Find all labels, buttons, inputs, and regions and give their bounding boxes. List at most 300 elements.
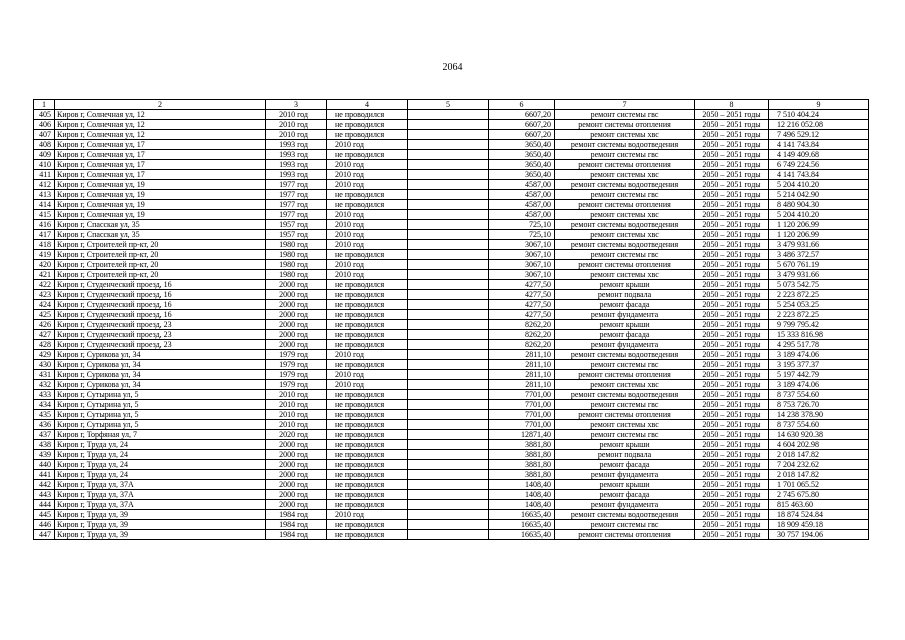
last-repair-year: не проводился — [327, 360, 408, 370]
capital-repair-table — [33, 99, 869, 540]
last-repair-year: не проводился — [327, 130, 408, 140]
repair-period: 2050 – 2051 годы — [695, 240, 769, 250]
repair-period: 2050 – 2051 годы — [695, 380, 769, 390]
row-index: 408 — [34, 140, 55, 150]
cost: 15 333 816.98 — [769, 330, 869, 340]
table-row — [34, 520, 869, 530]
last-repair-year: не проводился — [327, 470, 408, 480]
row-index: 433 — [34, 390, 55, 400]
blank-cell — [408, 310, 489, 320]
blank-cell — [408, 230, 489, 240]
repair-type: ремонт системы гвс — [555, 430, 695, 440]
repair-period: 2050 – 2051 годы — [695, 170, 769, 180]
area: 3067,10 — [489, 240, 555, 250]
area: 2811,10 — [489, 370, 555, 380]
blank-cell — [408, 120, 489, 130]
repair-period: 2050 – 2051 годы — [695, 290, 769, 300]
repair-period: 2050 – 2051 годы — [695, 200, 769, 210]
build-year: 1993 год — [266, 150, 327, 160]
repair-period: 2050 – 2051 годы — [695, 520, 769, 530]
cost: 3 189 474.06 — [769, 380, 869, 390]
row-index: 412 — [34, 180, 55, 190]
last-repair-year: 2010 год — [327, 160, 408, 170]
build-year: 1977 год — [266, 200, 327, 210]
address: Киров г, Солнечная ул, 17 — [55, 140, 266, 150]
area: 1408,40 — [489, 480, 555, 490]
table-row — [34, 490, 869, 500]
column-number: 4 — [327, 100, 408, 110]
build-year: 2000 год — [266, 470, 327, 480]
blank-cell — [408, 200, 489, 210]
area: 8262,20 — [489, 340, 555, 350]
repair-type: ремонт крыши — [555, 280, 695, 290]
cost: 5 254 053.25 — [769, 300, 869, 310]
last-repair-year: не проводился — [327, 530, 408, 540]
repair-type: ремонт системы водоотведения — [555, 510, 695, 520]
build-year: 2010 год — [266, 410, 327, 420]
area: 3067,10 — [489, 260, 555, 270]
cost: 8 753 726.70 — [769, 400, 869, 410]
last-repair-year: не проводился — [327, 420, 408, 430]
address: Киров г, Сутырина ул, 5 — [55, 420, 266, 430]
area: 4587,00 — [489, 210, 555, 220]
table-row — [34, 110, 869, 120]
table-row — [34, 480, 869, 490]
row-index: 407 — [34, 130, 55, 140]
repair-period: 2050 – 2051 годы — [695, 400, 769, 410]
row-index: 436 — [34, 420, 55, 430]
repair-period: 2050 – 2051 годы — [695, 480, 769, 490]
build-year: 2010 год — [266, 420, 327, 430]
build-year: 1980 год — [266, 250, 327, 260]
blank-cell — [408, 240, 489, 250]
table-row — [34, 310, 869, 320]
repair-period: 2050 – 2051 годы — [695, 230, 769, 240]
last-repair-year: не проводился — [327, 120, 408, 130]
blank-cell — [408, 140, 489, 150]
area: 3881,80 — [489, 450, 555, 460]
row-index: 432 — [34, 380, 55, 390]
blank-cell — [408, 170, 489, 180]
last-repair-year: 2010 год — [327, 180, 408, 190]
repair-type: ремонт фундамента — [555, 470, 695, 480]
build-year: 1979 год — [266, 380, 327, 390]
cost: 14 630 920.38 — [769, 430, 869, 440]
address: Киров г, Сутырина ул, 5 — [55, 390, 266, 400]
build-year: 1993 год — [266, 160, 327, 170]
last-repair-year: 2010 год — [327, 270, 408, 280]
blank-cell — [408, 150, 489, 160]
area: 2811,10 — [489, 360, 555, 370]
address: Киров г, Солнечная ул, 19 — [55, 210, 266, 220]
repair-period: 2050 – 2051 годы — [695, 510, 769, 520]
cost: 5 197 442.79 — [769, 370, 869, 380]
repair-period: 2050 – 2051 годы — [695, 450, 769, 460]
blank-cell — [408, 410, 489, 420]
table-row — [34, 170, 869, 180]
last-repair-year: 2010 год — [327, 240, 408, 250]
cost: 4 604 202.98 — [769, 440, 869, 450]
address: Киров г, Студенческий проезд, 23 — [55, 320, 266, 330]
last-repair-year: не проводился — [327, 520, 408, 530]
repair-period: 2050 – 2051 годы — [695, 220, 769, 230]
last-repair-year: не проводился — [327, 400, 408, 410]
repair-period: 2050 – 2051 годы — [695, 150, 769, 160]
blank-cell — [408, 480, 489, 490]
table-row — [34, 260, 869, 270]
address: Киров г, Солнечная ул, 19 — [55, 190, 266, 200]
cost: 4 141 743.84 — [769, 140, 869, 150]
last-repair-year: не проводился — [327, 200, 408, 210]
build-year: 2020 год — [266, 430, 327, 440]
repair-type: ремонт системы водоотведения — [555, 240, 695, 250]
blank-cell — [408, 500, 489, 510]
last-repair-year: 2010 год — [327, 230, 408, 240]
area: 6607,20 — [489, 130, 555, 140]
blank-cell — [408, 450, 489, 460]
repair-period: 2050 – 2051 годы — [695, 280, 769, 290]
blank-cell — [408, 510, 489, 520]
build-year: 2000 год — [266, 300, 327, 310]
row-index: 442 — [34, 480, 55, 490]
area: 4277,50 — [489, 300, 555, 310]
area: 1408,40 — [489, 490, 555, 500]
column-number: 5 — [408, 100, 489, 110]
address: Киров г, Спасская ул, 35 — [55, 230, 266, 240]
area: 3881,80 — [489, 460, 555, 470]
build-year: 1984 год — [266, 530, 327, 540]
address: Киров г, Труда ул, 24 — [55, 450, 266, 460]
cost: 14 238 378.90 — [769, 410, 869, 420]
last-repair-year: 2010 год — [327, 220, 408, 230]
table-row — [34, 360, 869, 370]
build-year: 2000 год — [266, 330, 327, 340]
area: 1408,40 — [489, 500, 555, 510]
row-index: 437 — [34, 430, 55, 440]
build-year: 1993 год — [266, 170, 327, 180]
column-number: 3 — [266, 100, 327, 110]
build-year: 2000 год — [266, 480, 327, 490]
build-year: 1957 год — [266, 230, 327, 240]
area: 16635,40 — [489, 510, 555, 520]
repair-period: 2050 – 2051 годы — [695, 370, 769, 380]
address: Киров г, Труда ул, 37А — [55, 500, 266, 510]
repair-type: ремонт системы гвс — [555, 110, 695, 120]
last-repair-year: не проводился — [327, 410, 408, 420]
repair-period: 2050 – 2051 годы — [695, 340, 769, 350]
cost: 4 141 743.84 — [769, 170, 869, 180]
repair-type: ремонт системы гвс — [555, 190, 695, 200]
address: Киров г, Труда ул, 39 — [55, 520, 266, 530]
blank-cell — [408, 260, 489, 270]
table-row — [34, 330, 869, 340]
cost: 5 214 042.90 — [769, 190, 869, 200]
repair-type: ремонт фасада — [555, 330, 695, 340]
area: 4277,50 — [489, 310, 555, 320]
table-row — [34, 290, 869, 300]
table-row — [34, 370, 869, 380]
build-year: 2010 год — [266, 390, 327, 400]
address: Киров г, Солнечная ул, 12 — [55, 110, 266, 120]
cost: 3 479 931.66 — [769, 270, 869, 280]
table-row — [34, 270, 869, 280]
build-year: 1977 год — [266, 190, 327, 200]
build-year: 2010 год — [266, 120, 327, 130]
last-repair-year: не проводился — [327, 460, 408, 470]
cost: 8 480 904.30 — [769, 200, 869, 210]
table-row — [34, 240, 869, 250]
table-row — [34, 250, 869, 260]
last-repair-year: 2010 год — [327, 380, 408, 390]
repair-type: ремонт системы водоотведения — [555, 140, 695, 150]
last-repair-year: не проводился — [327, 340, 408, 350]
blank-cell — [408, 320, 489, 330]
cost: 3 195 377.37 — [769, 360, 869, 370]
cost: 8 737 554.60 — [769, 390, 869, 400]
row-index: 422 — [34, 280, 55, 290]
repair-type: ремонт системы водоотведения — [555, 180, 695, 190]
blank-cell — [408, 530, 489, 540]
cost: 3 486 372.57 — [769, 250, 869, 260]
address: Киров г, Студенческий проезд, 23 — [55, 340, 266, 350]
address: Киров г, Солнечная ул, 17 — [55, 170, 266, 180]
last-repair-year: не проводился — [327, 390, 408, 400]
table-row — [34, 340, 869, 350]
table-row — [34, 530, 869, 540]
cost: 5 204 410.20 — [769, 180, 869, 190]
blank-cell — [408, 110, 489, 120]
table-row — [34, 210, 869, 220]
row-index: 423 — [34, 290, 55, 300]
table-row — [34, 500, 869, 510]
row-index: 418 — [34, 240, 55, 250]
cost: 9 799 795.42 — [769, 320, 869, 330]
repair-period: 2050 – 2051 годы — [695, 500, 769, 510]
repair-type: ремонт фундамента — [555, 500, 695, 510]
cost: 4 295 517.78 — [769, 340, 869, 350]
last-repair-year: не проводился — [327, 500, 408, 510]
column-number: 1 — [34, 100, 55, 110]
address: Киров г, Солнечная ул, 17 — [55, 150, 266, 160]
row-index: 446 — [34, 520, 55, 530]
area: 4277,50 — [489, 290, 555, 300]
build-year: 1980 год — [266, 260, 327, 270]
row-index: 425 — [34, 310, 55, 320]
area: 7701,00 — [489, 420, 555, 430]
repair-type: ремонт системы хвс — [555, 420, 695, 430]
cost: 1 120 206.99 — [769, 220, 869, 230]
address: Киров г, Солнечная ул, 19 — [55, 180, 266, 190]
table-row — [34, 440, 869, 450]
address: Киров г, Труда ул, 24 — [55, 460, 266, 470]
blank-cell — [408, 190, 489, 200]
repair-period: 2050 – 2051 годы — [695, 210, 769, 220]
table-row — [34, 430, 869, 440]
area: 8262,20 — [489, 330, 555, 340]
row-index: 411 — [34, 170, 55, 180]
table-row — [34, 150, 869, 160]
address: Киров г, Торфяная ул, 7 — [55, 430, 266, 440]
address: Киров г, Строителей пр-кт, 20 — [55, 250, 266, 260]
cost: 2 223 872.25 — [769, 290, 869, 300]
row-index: 447 — [34, 530, 55, 540]
build-year: 2010 год — [266, 400, 327, 410]
repair-type: ремонт системы хвс — [555, 210, 695, 220]
repair-period: 2050 – 2051 годы — [695, 530, 769, 540]
repair-period: 2050 – 2051 годы — [695, 440, 769, 450]
row-index: 421 — [34, 270, 55, 280]
area: 16635,40 — [489, 530, 555, 540]
blank-cell — [408, 520, 489, 530]
table-row — [34, 190, 869, 200]
area: 6607,20 — [489, 120, 555, 130]
row-index: 410 — [34, 160, 55, 170]
last-repair-year: не проводился — [327, 330, 408, 340]
last-repair-year: не проводился — [327, 150, 408, 160]
cost: 12 216 052.08 — [769, 120, 869, 130]
address: Киров г, Солнечная ул, 19 — [55, 200, 266, 210]
repair-type: ремонт системы хвс — [555, 380, 695, 390]
blank-cell — [408, 400, 489, 410]
build-year: 1977 год — [266, 210, 327, 220]
build-year: 1993 год — [266, 140, 327, 150]
repair-type: ремонт системы хвс — [555, 230, 695, 240]
build-year: 2000 год — [266, 440, 327, 450]
cost: 4 149 409.68 — [769, 150, 869, 160]
repair-type: ремонт крыши — [555, 440, 695, 450]
table-row — [34, 200, 869, 210]
column-number: 2 — [55, 100, 266, 110]
blank-cell — [408, 420, 489, 430]
address: Киров г, Студенческий проезд, 16 — [55, 310, 266, 320]
repair-period: 2050 – 2051 годы — [695, 350, 769, 360]
repair-period: 2050 – 2051 годы — [695, 420, 769, 430]
repair-period: 2050 – 2051 годы — [695, 310, 769, 320]
row-index: 427 — [34, 330, 55, 340]
table-row — [34, 120, 869, 130]
row-index: 435 — [34, 410, 55, 420]
cost: 6 749 224.56 — [769, 160, 869, 170]
build-year: 1977 год — [266, 180, 327, 190]
table-row — [34, 390, 869, 400]
blank-cell — [408, 300, 489, 310]
last-repair-year: не проводился — [327, 440, 408, 450]
blank-cell — [408, 160, 489, 170]
cost: 1 701 065.52 — [769, 480, 869, 490]
last-repair-year: 2010 год — [327, 260, 408, 270]
repair-type: ремонт фасада — [555, 460, 695, 470]
address: Киров г, Солнечная ул, 12 — [55, 130, 266, 140]
blank-cell — [408, 180, 489, 190]
last-repair-year: 2010 год — [327, 350, 408, 360]
address: Киров г, Труда ул, 37А — [55, 490, 266, 500]
build-year: 2000 год — [266, 340, 327, 350]
cost: 8 737 554.60 — [769, 420, 869, 430]
build-year: 2000 год — [266, 500, 327, 510]
cost: 7 204 232.62 — [769, 460, 869, 470]
repair-period: 2050 – 2051 годы — [695, 490, 769, 500]
repair-type: ремонт системы отопления — [555, 410, 695, 420]
repair-period: 2050 – 2051 годы — [695, 320, 769, 330]
row-index: 430 — [34, 360, 55, 370]
blank-cell — [408, 210, 489, 220]
repair-type: ремонт системы отопления — [555, 260, 695, 270]
area: 3650,40 — [489, 140, 555, 150]
last-repair-year: не проводился — [327, 190, 408, 200]
build-year: 2000 год — [266, 450, 327, 460]
repair-type: ремонт системы отопления — [555, 200, 695, 210]
address: Киров г, Спасская ул, 35 — [55, 220, 266, 230]
cost: 5 670 761.19 — [769, 260, 869, 270]
table-row — [34, 470, 869, 480]
repair-period: 2050 – 2051 годы — [695, 270, 769, 280]
build-year: 1957 год — [266, 220, 327, 230]
area: 2811,10 — [489, 350, 555, 360]
repair-period: 2050 – 2051 годы — [695, 460, 769, 470]
blank-cell — [408, 360, 489, 370]
page-number: 2064 — [442, 62, 463, 73]
area: 8262,20 — [489, 320, 555, 330]
repair-period: 2050 – 2051 годы — [695, 410, 769, 420]
cost: 1 120 206.99 — [769, 230, 869, 240]
area: 3067,10 — [489, 270, 555, 280]
address: Киров г, Труда ул, 37А — [55, 480, 266, 490]
repair-type: ремонт системы гвс — [555, 250, 695, 260]
address: Киров г, Труда ул, 39 — [55, 530, 266, 540]
table-row — [34, 380, 869, 390]
build-year: 2010 год — [266, 110, 327, 120]
repair-type: ремонт системы водоотведения — [555, 220, 695, 230]
address: Киров г, Студенческий проезд, 16 — [55, 280, 266, 290]
cost: 2 018 147.82 — [769, 450, 869, 460]
repair-type: ремонт фасада — [555, 490, 695, 500]
repair-period: 2050 – 2051 годы — [695, 430, 769, 440]
blank-cell — [408, 250, 489, 260]
repair-period: 2050 – 2051 годы — [695, 190, 769, 200]
blank-cell — [408, 490, 489, 500]
table-row — [34, 510, 869, 520]
row-index: 445 — [34, 510, 55, 520]
repair-type: ремонт фасада — [555, 300, 695, 310]
table-row — [34, 350, 869, 360]
repair-period: 2050 – 2051 годы — [695, 120, 769, 130]
build-year: 1984 год — [266, 510, 327, 520]
area: 12871,40 — [489, 430, 555, 440]
blank-cell — [408, 130, 489, 140]
column-number: 9 — [769, 100, 869, 110]
address: Киров г, Сурикова ул, 34 — [55, 360, 266, 370]
repair-type: ремонт системы водоотведения — [555, 390, 695, 400]
repair-type: ремонт подвала — [555, 290, 695, 300]
repair-type: ремонт системы гвс — [555, 400, 695, 410]
repair-type: ремонт крыши — [555, 320, 695, 330]
repair-period: 2050 – 2051 годы — [695, 300, 769, 310]
area: 725,10 — [489, 220, 555, 230]
area: 3650,40 — [489, 150, 555, 160]
row-index: 419 — [34, 250, 55, 260]
row-index: 406 — [34, 120, 55, 130]
blank-cell — [408, 350, 489, 360]
last-repair-year: не проводился — [327, 450, 408, 460]
area: 7701,00 — [489, 400, 555, 410]
address: Киров г, Солнечная ул, 17 — [55, 160, 266, 170]
area: 7701,00 — [489, 410, 555, 420]
repair-type: ремонт системы отопления — [555, 530, 695, 540]
blank-cell — [408, 390, 489, 400]
address: Киров г, Студенческий проезд, 16 — [55, 290, 266, 300]
cost: 815 463.60 — [769, 500, 869, 510]
repair-type: ремонт крыши — [555, 480, 695, 490]
